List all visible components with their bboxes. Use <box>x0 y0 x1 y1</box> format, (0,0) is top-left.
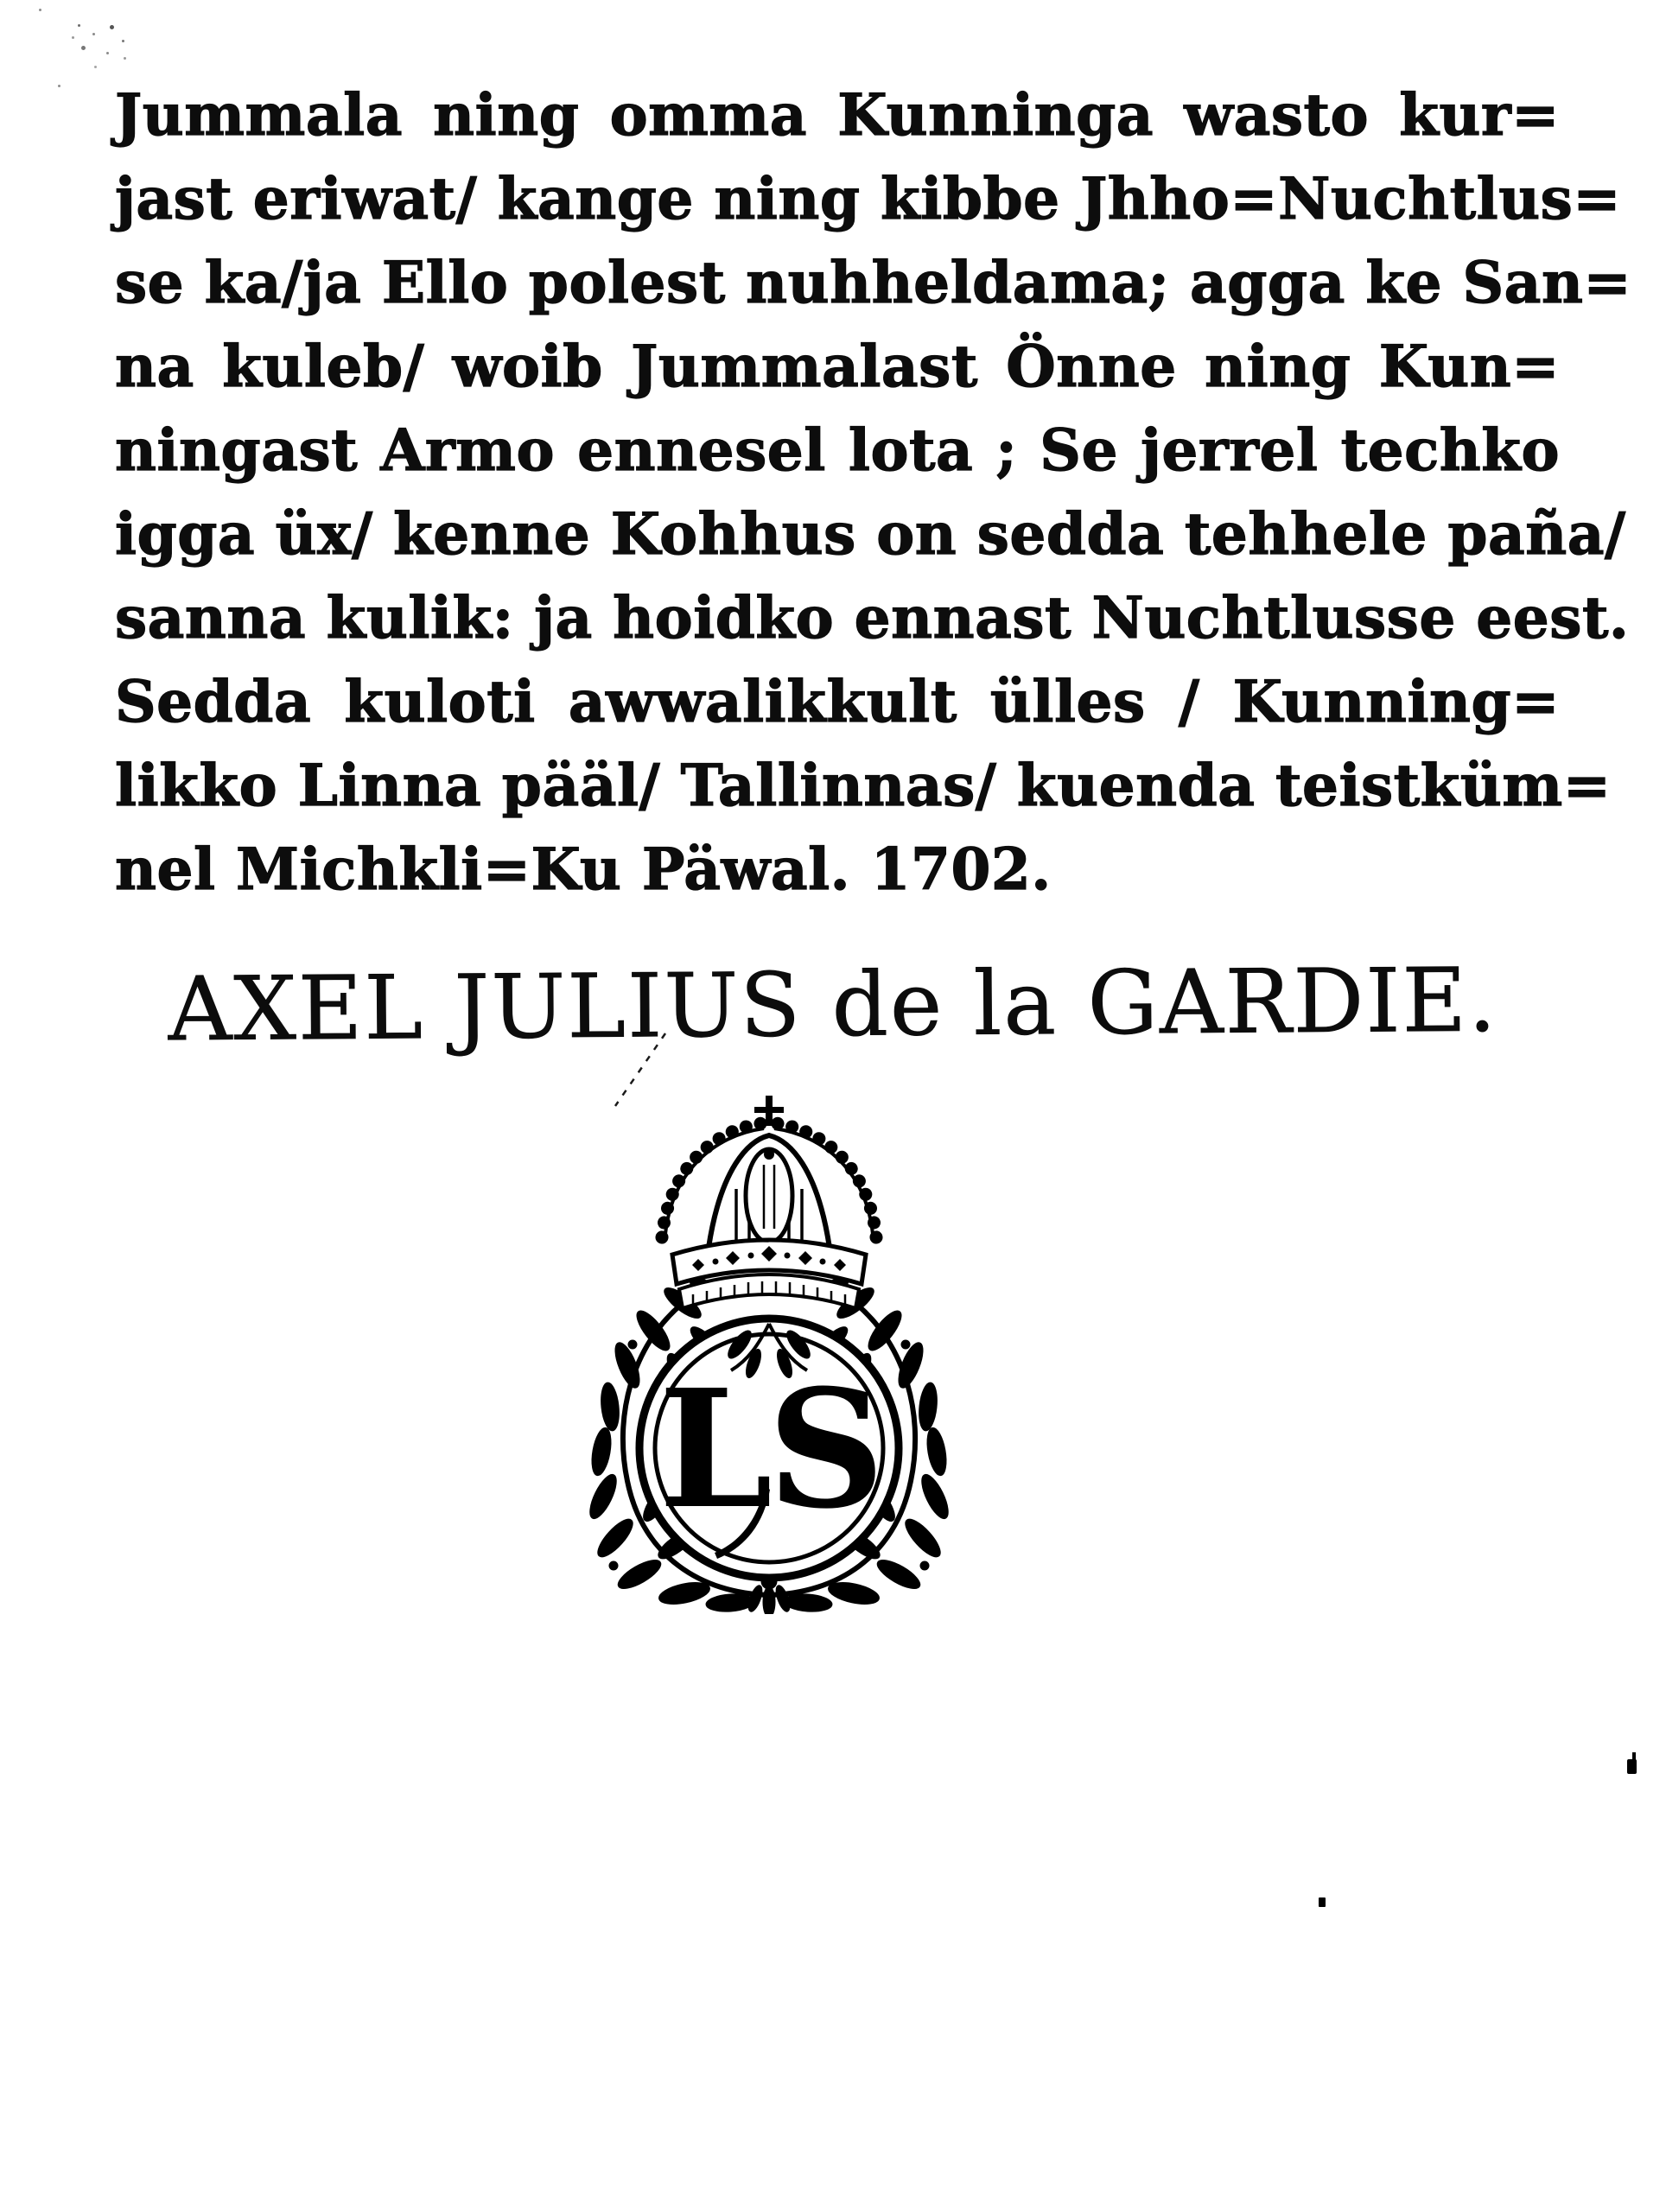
ink-speck <box>1627 1759 1637 1774</box>
ink-speck <box>1632 1752 1636 1761</box>
scan-noise <box>39 9 41 11</box>
text-line: na kuleb/ woib Jummalast Önne ning Kun= <box>115 333 1560 400</box>
seal-monogram: LS <box>658 1354 880 1545</box>
proclamation-text <box>115 73 1632 912</box>
text-line: jast eriwat/ kange ning kibbe Jhho=Nuchtlus= <box>115 165 1622 232</box>
crown-icon <box>662 1096 876 1308</box>
text-line: Jummala ning omma Kunninga wasto kur= <box>115 81 1560 149</box>
text-line: igga üx/ kenne Kohhus on sedda tehhele paña/ <box>115 500 1626 568</box>
text-line: nel Michkli=Ku Päwal. 1702. <box>115 836 1052 903</box>
text-line: Sedda kuloti awwalikkult ülles / Kunning= <box>115 668 1560 735</box>
seal-emblem <box>553 1085 985 1614</box>
text-line: likko Linna pääl/ Tallinnas/ kuenda teistküm= <box>115 752 1612 819</box>
ink-speck <box>1319 1897 1326 1907</box>
text-line: se ka/ja Ello polest nuhheldama; agga ke San= <box>115 249 1632 316</box>
text-line: ningast Armo ennesel lota ; Se jerrel techko <box>115 416 1560 484</box>
text-line: sanna kulik: ja hoidko ennast Nuchtlusse eest. <box>115 584 1630 652</box>
signature-line: AXEL JULIUS de la GARDIE. <box>168 949 1498 1062</box>
